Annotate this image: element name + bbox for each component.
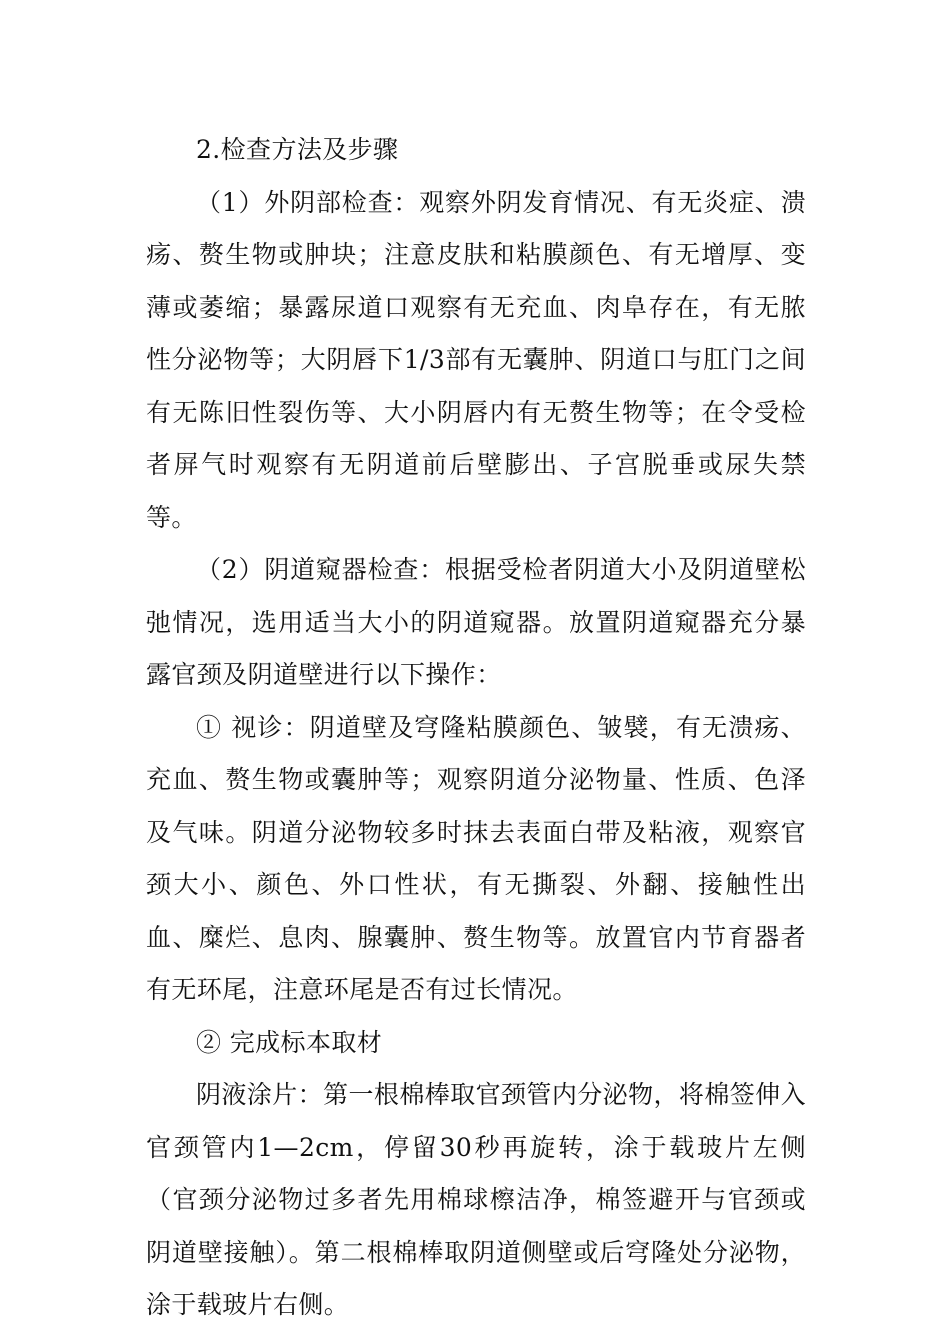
document-body: [146, 124, 806, 1332]
paragraph-vulva-exam: （1）外阴部检查：观察外阴发育情况、有无炎症、溃疡、赘生物或肿块；注意皮肤和粘膜颜色、有无增厚、变薄或萎缩；暴露尿道口观察有无充血、肉阜存在，有无脓性分泌物等；大阴唇下1/3部有无囊肿、阴道口与肛门之间有无陈旧性裂伤等、大小阴唇内有无赘生物等；在令受检者屏气时观察有无阴道前后壁膨出、子宫脱垂或尿失禁等。: [146, 187, 806, 532]
section-heading: 2.检查方法及步骤: [196, 135, 399, 164]
paragraph-speculum-exam: （2）阴道窥器检查：根据受检者阴道大小及阴道壁松弛情况，选用适当大小的阴道窥器。放置阴道窥器充分暴露官颈及阴道壁进行以下操作：: [146, 555, 806, 689]
paragraph-inspection: ① 视诊：阴道壁及穹隆粘膜颜色、皱襞，有无溃疡、充血、赘生物或囊肿等；观察阴道分泌物量、性质、色泽及气味。阴道分泌物较多时抹去表面白带及粘液，观察官颈大小、颜色、外口性状，有无撕裂、外翻、接触性出血、糜烂、息肉、腺囊肿、赘生物等。放置官内节育器者有无环尾，注意环尾是否有过长情况。: [146, 712, 806, 1004]
paragraph-smear: 阴液涂片：第一根棉棒取官颈管内分泌物，将棉签伸入官颈管内1—2cm，停留30秒再旋转，涂于载玻片左侧（官颈分泌物过多者先用棉球檫洁净，棉签避开与官颈或阴道壁接触）。第二根棉棒取阴道侧壁或后穹隆处分泌物，涂于载玻片右侧。: [146, 1080, 806, 1319]
paragraph-specimen-collection: ② 完成标本取材: [196, 1027, 383, 1057]
